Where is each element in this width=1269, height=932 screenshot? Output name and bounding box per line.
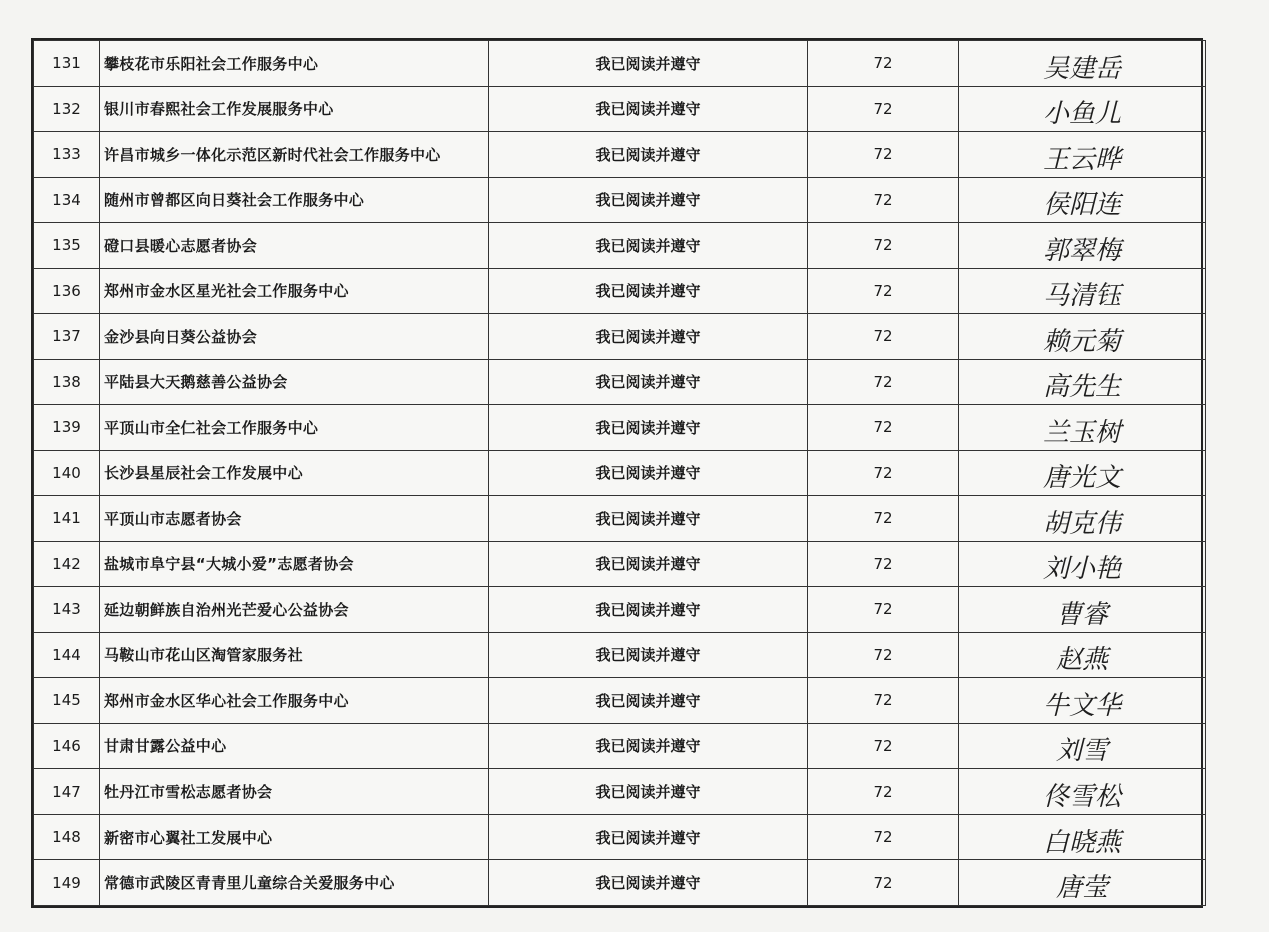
- row-number: 140: [34, 450, 100, 496]
- table-row: [34, 814, 1206, 860]
- organization-name: 许昌市城乡一体化示范区新时代社会工作服务中心: [100, 132, 489, 178]
- row-number: 138: [34, 359, 100, 405]
- row-number: 139: [34, 405, 100, 451]
- handwritten-signature: 兰玉树: [959, 405, 1206, 451]
- table-row: [34, 359, 1206, 405]
- row-number: 142: [34, 541, 100, 587]
- handwritten-signature: 小鱼儿: [959, 86, 1206, 132]
- organization-name: 常德市武陵区青青里儿童综合关爱服务中心: [100, 860, 489, 906]
- row-number: 144: [34, 632, 100, 678]
- row-number: 136: [34, 268, 100, 314]
- row-number: 141: [34, 496, 100, 542]
- score-value: 72: [808, 132, 959, 178]
- row-number: 134: [34, 177, 100, 223]
- score-value: 72: [808, 359, 959, 405]
- read-statement: 我已阅读并遵守: [489, 450, 808, 496]
- table-row: [34, 41, 1206, 87]
- read-statement: 我已阅读并遵守: [489, 223, 808, 269]
- table-row: [34, 678, 1206, 724]
- row-number: 131: [34, 41, 100, 87]
- table-row: [34, 132, 1206, 178]
- signature-table-sheet: [31, 38, 1203, 908]
- organization-name: 金沙县向日葵公益协会: [100, 314, 489, 360]
- table-body: [34, 41, 1206, 906]
- read-statement: 我已阅读并遵守: [489, 268, 808, 314]
- handwritten-signature: 马清钰: [959, 268, 1206, 314]
- score-value: 72: [808, 632, 959, 678]
- table-row: [34, 541, 1206, 587]
- read-statement: 我已阅读并遵守: [489, 177, 808, 223]
- score-value: 72: [808, 723, 959, 769]
- read-statement: 我已阅读并遵守: [489, 769, 808, 815]
- table-row: [34, 769, 1206, 815]
- handwritten-signature: 郭翠梅: [959, 223, 1206, 269]
- table-row: [34, 405, 1206, 451]
- organization-name: 攀枝花市乐阳社会工作服务中心: [100, 41, 489, 87]
- handwritten-signature: 唐光文: [959, 450, 1206, 496]
- organization-name: 甘肃甘露公益中心: [100, 723, 489, 769]
- read-statement: 我已阅读并遵守: [489, 678, 808, 724]
- organization-name: 磴口县暖心志愿者协会: [100, 223, 489, 269]
- handwritten-signature: 唐莹: [959, 860, 1206, 906]
- handwritten-signature: 刘雪: [959, 723, 1206, 769]
- read-statement: 我已阅读并遵守: [489, 723, 808, 769]
- handwritten-signature: 侯阳连: [959, 177, 1206, 223]
- table-row: [34, 86, 1206, 132]
- table-row: [34, 587, 1206, 633]
- table-row: [34, 450, 1206, 496]
- score-value: 72: [808, 314, 959, 360]
- organization-name: 马鞍山市花山区淘管家服务社: [100, 632, 489, 678]
- handwritten-signature: 佟雪松: [959, 769, 1206, 815]
- read-statement: 我已阅读并遵守: [489, 814, 808, 860]
- organization-name: 平陆县大天鹅慈善公益协会: [100, 359, 489, 405]
- read-statement: 我已阅读并遵守: [489, 41, 808, 87]
- score-value: 72: [808, 450, 959, 496]
- row-number: 135: [34, 223, 100, 269]
- row-number: 133: [34, 132, 100, 178]
- read-statement: 我已阅读并遵守: [489, 587, 808, 633]
- read-statement: 我已阅读并遵守: [489, 405, 808, 451]
- table-row: [34, 496, 1206, 542]
- organization-name: 盐城市阜宁县“大城小爱”志愿者协会: [100, 541, 489, 587]
- table-row: [34, 632, 1206, 678]
- organization-name: 新密市心翼社工发展中心: [100, 814, 489, 860]
- organization-name: 平顶山市志愿者协会: [100, 496, 489, 542]
- score-value: 72: [808, 86, 959, 132]
- row-number: 148: [34, 814, 100, 860]
- score-value: 72: [808, 769, 959, 815]
- handwritten-signature: 吴建岳: [959, 41, 1206, 87]
- row-number: 137: [34, 314, 100, 360]
- table-row: [34, 723, 1206, 769]
- score-value: 72: [808, 223, 959, 269]
- score-value: 72: [808, 496, 959, 542]
- read-statement: 我已阅读并遵守: [489, 86, 808, 132]
- handwritten-signature: 赖元菊: [959, 314, 1206, 360]
- handwritten-signature: 曹睿: [959, 587, 1206, 633]
- handwritten-signature: 高先生: [959, 359, 1206, 405]
- row-number: 146: [34, 723, 100, 769]
- organization-name: 郑州市金水区华心社会工作服务中心: [100, 678, 489, 724]
- score-value: 72: [808, 814, 959, 860]
- handwritten-signature: 刘小艳: [959, 541, 1206, 587]
- table-row: [34, 860, 1206, 906]
- signature-table: [33, 40, 1206, 906]
- score-value: 72: [808, 405, 959, 451]
- organization-name: 平顶山市全仁社会工作服务中心: [100, 405, 489, 451]
- score-value: 72: [808, 41, 959, 87]
- handwritten-signature: 王云晔: [959, 132, 1206, 178]
- read-statement: 我已阅读并遵守: [489, 860, 808, 906]
- organization-name: 随州市曾都区向日葵社会工作服务中心: [100, 177, 489, 223]
- table-row: [34, 223, 1206, 269]
- table-row: [34, 314, 1206, 360]
- organization-name: 银川市春熙社会工作发展服务中心: [100, 86, 489, 132]
- handwritten-signature: 赵燕: [959, 632, 1206, 678]
- read-statement: 我已阅读并遵守: [489, 314, 808, 360]
- read-statement: 我已阅读并遵守: [489, 632, 808, 678]
- score-value: 72: [808, 177, 959, 223]
- table-row: [34, 177, 1206, 223]
- read-statement: 我已阅读并遵守: [489, 359, 808, 405]
- row-number: 145: [34, 678, 100, 724]
- handwritten-signature: 胡克伟: [959, 496, 1206, 542]
- row-number: 143: [34, 587, 100, 633]
- handwritten-signature: 白晓燕: [959, 814, 1206, 860]
- row-number: 147: [34, 769, 100, 815]
- read-statement: 我已阅读并遵守: [489, 541, 808, 587]
- score-value: 72: [808, 860, 959, 906]
- organization-name: 牡丹江市雪松志愿者协会: [100, 769, 489, 815]
- organization-name: 郑州市金水区星光社会工作服务中心: [100, 268, 489, 314]
- row-number: 149: [34, 860, 100, 906]
- table-row: [34, 268, 1206, 314]
- read-statement: 我已阅读并遵守: [489, 496, 808, 542]
- read-statement: 我已阅读并遵守: [489, 132, 808, 178]
- organization-name: 延边朝鲜族自治州光芒爱心公益协会: [100, 587, 489, 633]
- score-value: 72: [808, 587, 959, 633]
- score-value: 72: [808, 678, 959, 724]
- handwritten-signature: 牛文华: [959, 678, 1206, 724]
- score-value: 72: [808, 268, 959, 314]
- score-value: 72: [808, 541, 959, 587]
- organization-name: 长沙县星辰社会工作发展中心: [100, 450, 489, 496]
- row-number: 132: [34, 86, 100, 132]
